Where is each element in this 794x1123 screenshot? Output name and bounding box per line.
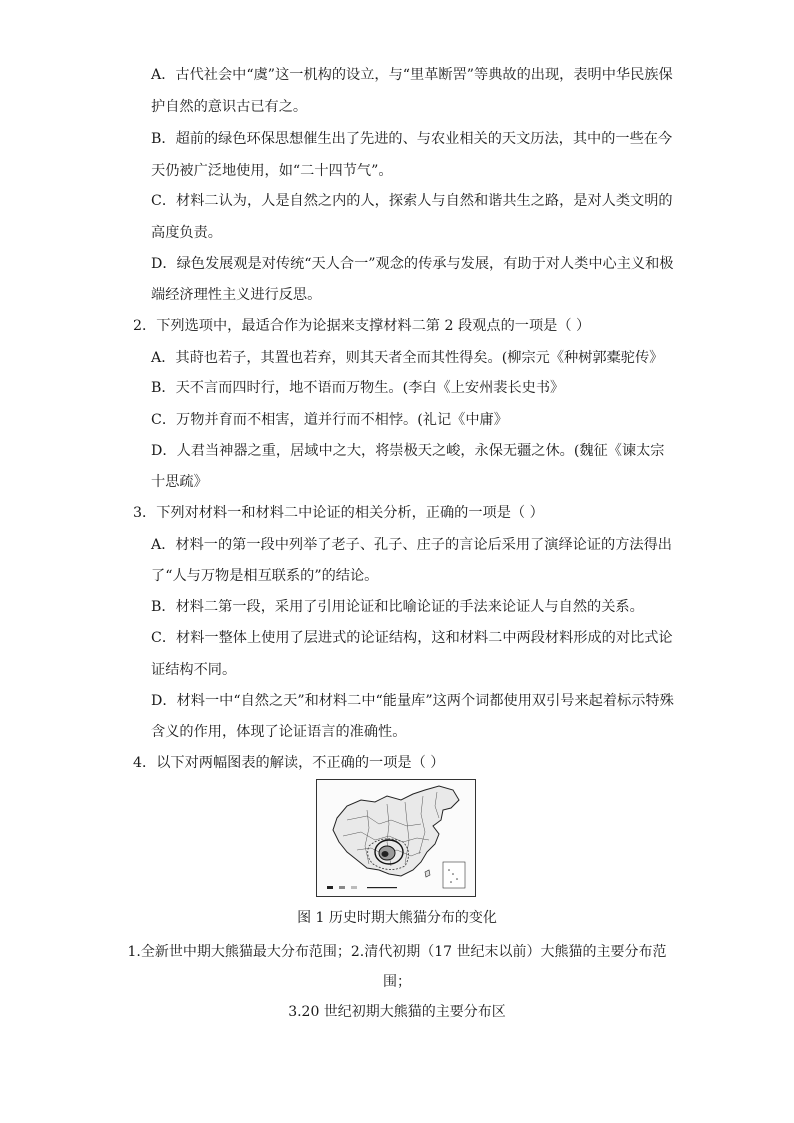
q3-option-d-line2: 含义的作用，体现了论证语言的准确性。 <box>151 724 407 740</box>
q2-option-a: A．其莳也若子，其置也若弃，则其天者全而其性得矣。(柳宗元《种树郭橐驼传》 <box>151 350 664 366</box>
q3-option-b: B．材料二第一段，采用了引用论证和比喻论证的手法来论证人与自然的关系。 <box>151 599 644 615</box>
q2-option-d-line2: 十思疏》 <box>151 474 208 490</box>
q1-option-d-line1: D．绿色发展观是对传统“天人合一”观念的传承与发展，有助于对人类中心主义和极 <box>151 256 674 272</box>
q2-option-c: C．万物并育而不相害，道并行而不相悖。(礼记《中庸》 <box>151 412 508 428</box>
q1-option-a-line2: 护自然的意识古已有之。 <box>151 99 308 115</box>
figure-note-line3: 3.20 世纪初期大熊猫的主要分布区 <box>288 1004 506 1020</box>
q3-stem: 3．下列对材料一和材料二中论证的相关分析，正确的一项是（ ） <box>133 505 544 521</box>
q3-option-c-line2: 证结构不同。 <box>151 662 237 678</box>
figure-caption: 图 1 历史时期大熊猫分布的变化 <box>297 910 497 926</box>
q2-stem: 2．下列选项中，最适合作为论据来支撑材料二第 2 段观点的一项是（ ） <box>133 318 591 334</box>
figure-note-line1: 1.全新世中期大熊猫最大分布范围；2.清代初期（17 世纪末以前）大熊猫的主要分布范 <box>127 944 667 960</box>
q2-option-b: B．天不言而四时行，地不语而万物生。(李白《上安州裴长史书》 <box>151 380 565 396</box>
q3-option-a-line2: 了“人与万物是相互联系的”的结论。 <box>151 568 379 584</box>
q1-option-c-line1: C．材料二认为，人是自然之内的人，探索人与自然和谐共生之路，是对人类文明的 <box>151 193 673 209</box>
q1-option-d-line2: 端经济理性主义进行反思。 <box>151 287 322 303</box>
china-map-icon <box>317 780 475 896</box>
q1-option-a-line1: A．古代社会中“虞”这一机构的设立，与“里革断罟”等典故的出现，表明中华民族保 <box>151 67 673 83</box>
figure-note-line2: 围； <box>383 974 411 990</box>
q2-option-d-line1: D．人君当神器之重，居域中之大，将崇极天之峻，永保无疆之休。(魏征《谏太宗 <box>151 443 665 459</box>
q1-option-b-line2: 天仍被广泛地使用，如“二十四节气”。 <box>151 163 393 179</box>
q1-option-b-line1: B．超前的绿色环保思想催生出了先进的、与农业相关的天文历法，其中的一些在今 <box>151 131 673 147</box>
q1-option-c-line2: 高度负责。 <box>151 225 222 241</box>
q3-option-a-line1: A．材料一的第一段中列举了老子、孔子、庄子的言论后采用了演绎论证的方法得出 <box>151 537 672 553</box>
q3-option-c-line1: C．材料一整体上使用了层进式的论证结构，这和材料二中两段材料形成的对比式论 <box>151 630 673 646</box>
china-map-figure <box>316 779 476 897</box>
q4-stem: 4．以下对两幅图表的解读，不正确的一项是（ ） <box>133 755 445 771</box>
q3-option-d-line1: D．材料一中“自然之天”和材料二中“能量库”这两个词都使用双引号来起着标示特殊 <box>151 693 674 709</box>
